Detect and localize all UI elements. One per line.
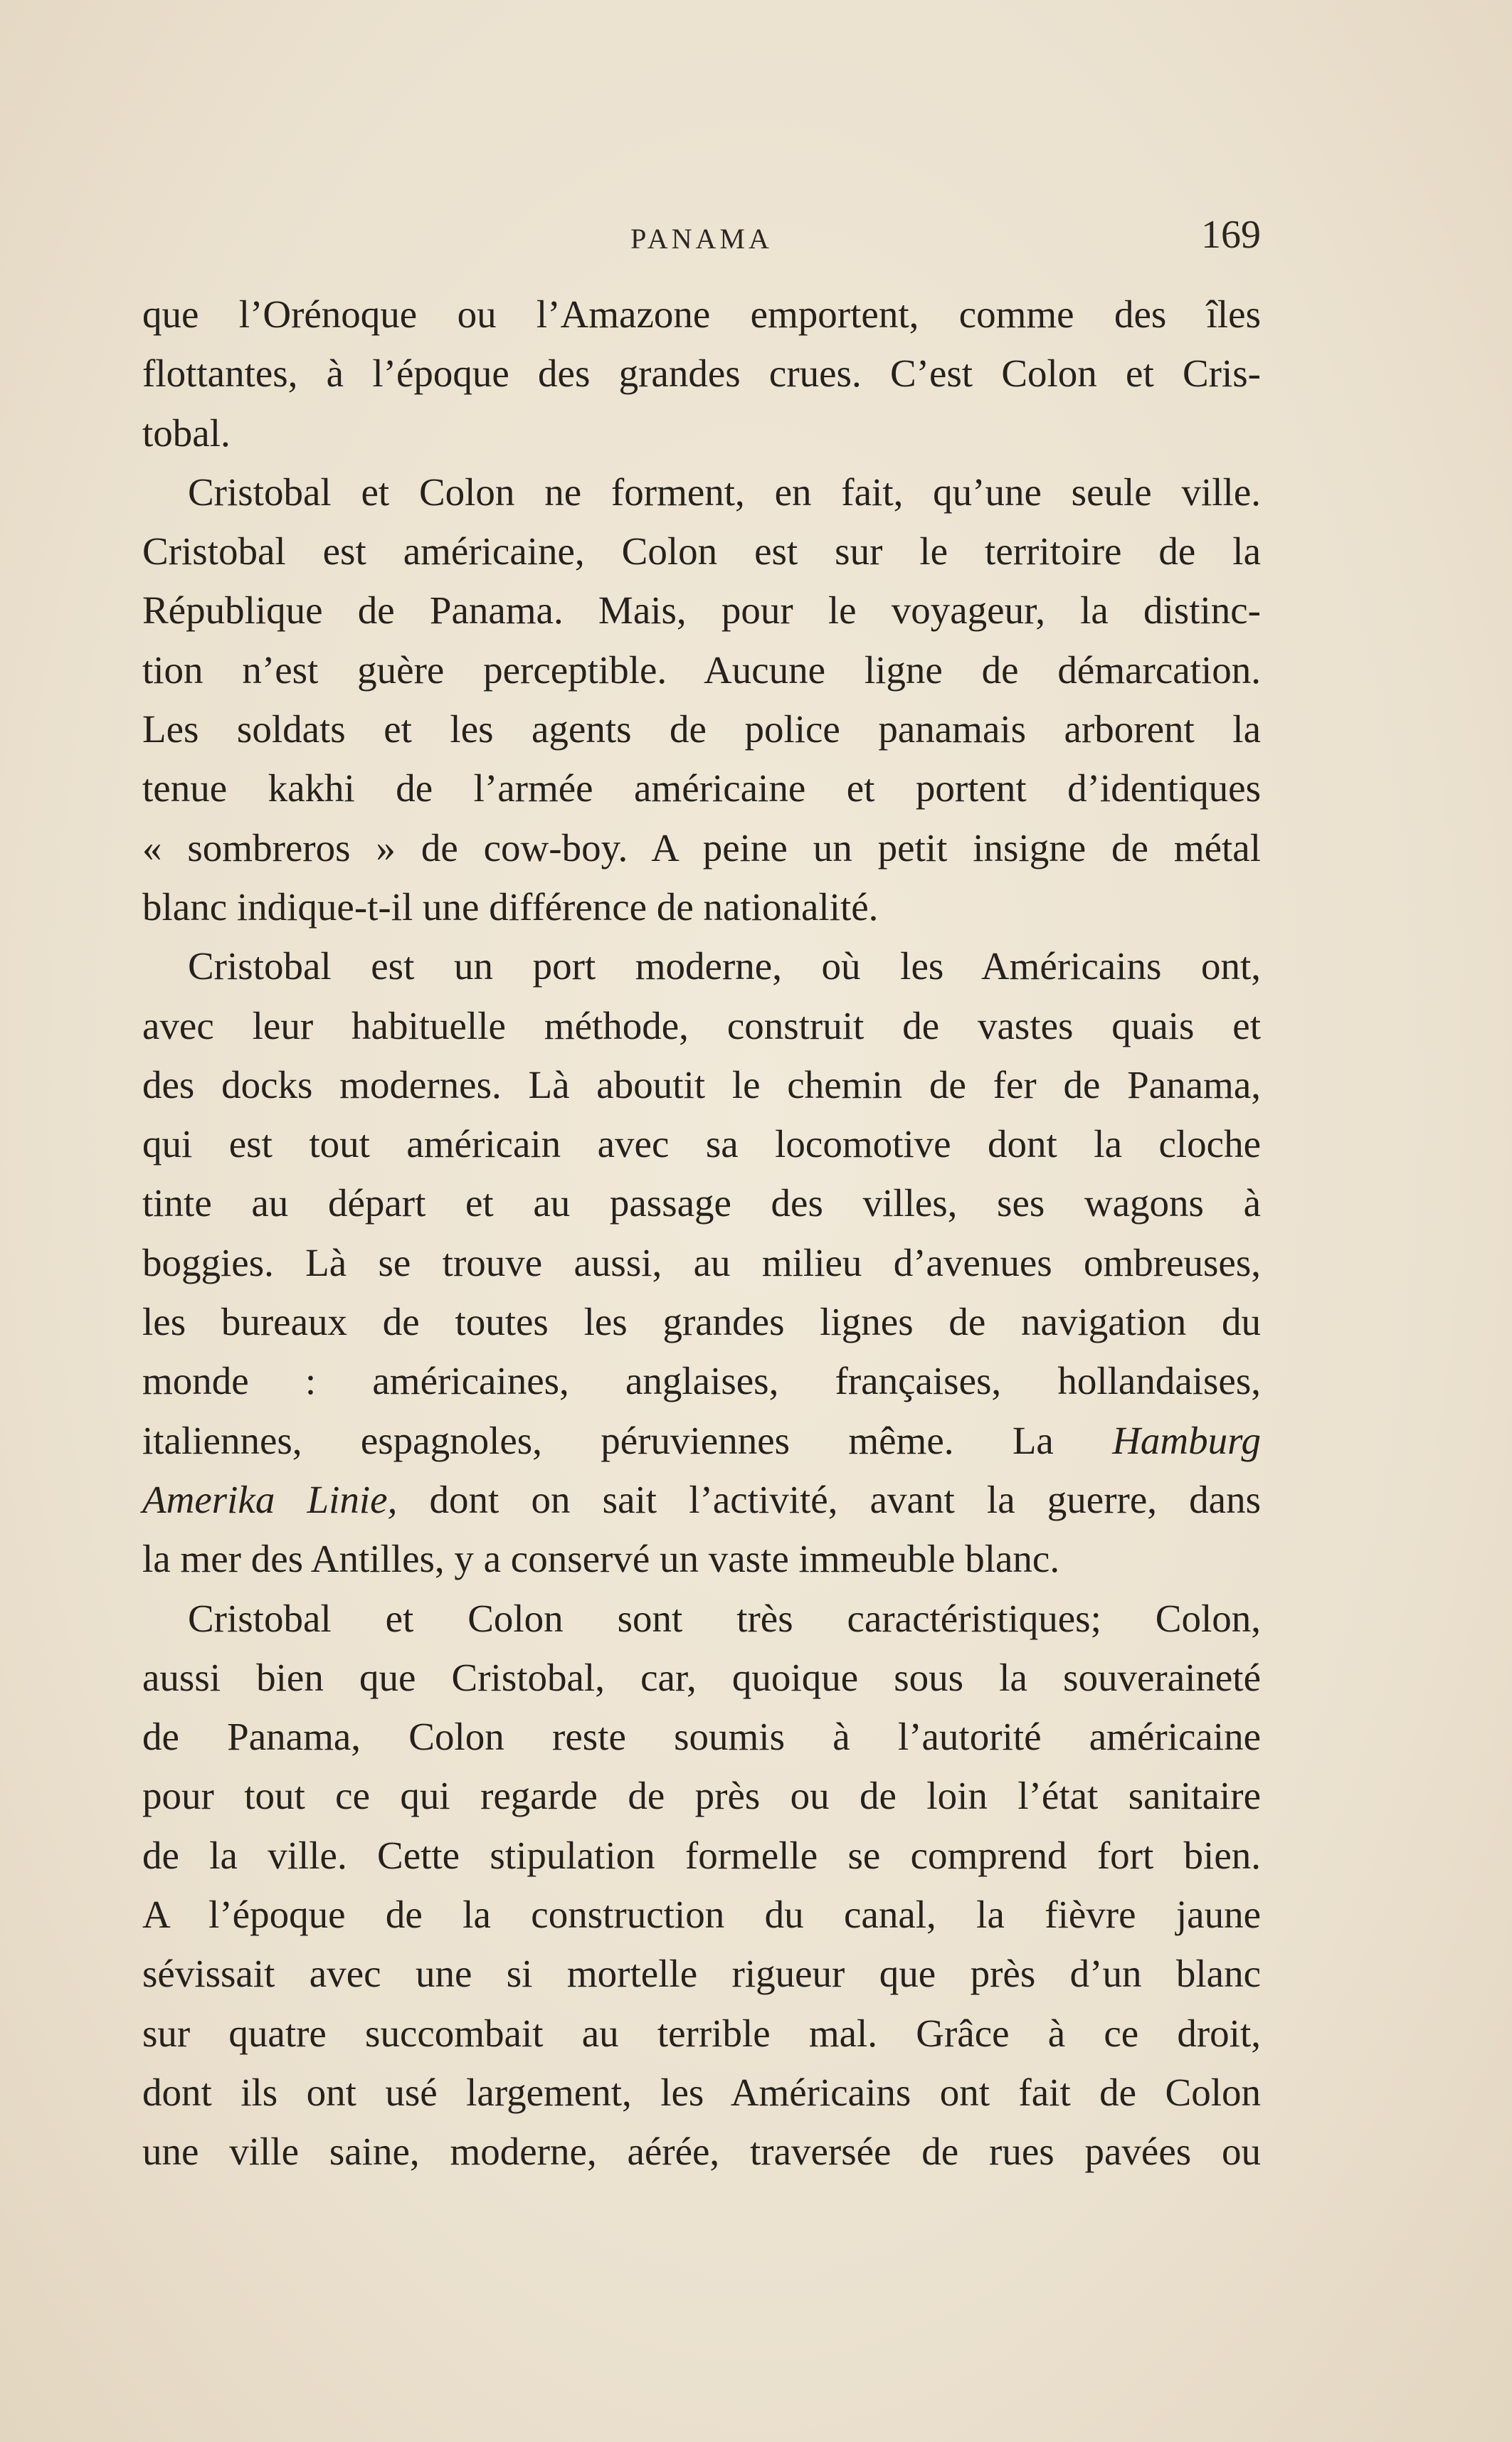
- text-line: « sombreros » de cow-boy. A peine un petit insigne de métal: [142, 825, 1261, 870]
- italic-text: Amerika Linie,: [142, 1477, 398, 1521]
- text-line: de la ville. Cette stipulation formelle se comprend fort bien.: [142, 1833, 1261, 1877]
- text-line: aussi bien que Cristobal, car, quoique sous la souveraineté: [142, 1655, 1261, 1699]
- text-line: avec leur habituelle méthode, construit de vastes quais et: [142, 1003, 1261, 1047]
- page-number: 169: [1201, 213, 1261, 257]
- text-line: Cristobal est américaine, Colon est sur le territoire de la: [142, 529, 1261, 574]
- text-line: une ville saine, moderne, aérée, traversée de rues pavées ou: [142, 2130, 1261, 2174]
- text-line: boggies. Là se trouve aussi, au milieu d’avenues ombreuses,: [142, 1240, 1261, 1284]
- text-line: que l’Orénoque ou l’Amazone emportent, comme des îles: [142, 292, 1261, 336]
- text-line: monde : américaines, anglaises, françaises, hollandaises,: [142, 1359, 1261, 1403]
- text-line: qui est tout américain avec sa locomotive dont la cloche: [142, 1122, 1261, 1166]
- text-line: de Panama, Colon reste soumis à l’autorité américaine: [142, 1715, 1261, 1759]
- text-line: A l’époque de la construction du canal, la fièvre jaune: [142, 1893, 1261, 1937]
- text-line: les bureaux de toutes les grandes lignes de navigation du: [142, 1300, 1261, 1344]
- text-line: italiennes, espagnoles, péruviennes même. La Hamburg: [142, 1418, 1261, 1462]
- text-line: blanc indique-t-il une différence de nationalité.: [142, 884, 879, 929]
- text-line: la mer des Antilles, y a conservé un vaste immeuble blanc.: [142, 1537, 1060, 1581]
- text-line: tenue kakhi de l’armée américaine et portent d’identiques: [142, 766, 1261, 810]
- text-line: Cristobal est un port moderne, où les Américains ont,: [188, 944, 1261, 988]
- body-text: [142, 285, 1261, 2182]
- text-line: tinte au départ et au passage des villes, ses wagons à: [142, 1181, 1261, 1225]
- text-line: République de Panama. Mais, pour le voyageur, la distinc-: [142, 588, 1261, 633]
- running-title: PANAMA: [630, 223, 773, 255]
- text-line: Les soldats et les agents de police panamais arborent la: [142, 707, 1261, 751]
- text-line: pour tout ce qui regarde de près ou de loin l’état sanitaire: [142, 1774, 1261, 1818]
- text-line: dont ils ont usé largement, les Américains ont fait de Colon: [142, 2070, 1261, 2114]
- text-line: sévissait avec une si mortelle rigueur que près d’un blanc: [142, 1952, 1261, 1996]
- italic-text: Hamburg: [1112, 1418, 1261, 1462]
- text-line: sur quatre succombait au terrible mal. Grâce à ce droit,: [142, 2011, 1261, 2055]
- text-line: tobal.: [142, 411, 231, 455]
- text-line: tion n’est guère perceptible. Aucune ligne de démarcation.: [142, 648, 1261, 692]
- running-head: [142, 212, 1261, 262]
- text-line: Cristobal et Colon sont très caractéristiques; Colon,: [188, 1596, 1261, 1640]
- text-line: flottantes, à l’époque des grandes crues. C’est Colon et Cris-: [142, 352, 1261, 396]
- text-line: des docks modernes. Là aboutit le chemin de fer de Panama,: [142, 1062, 1261, 1106]
- text-line: Cristobal et Colon ne forment, en fait, qu’une seule ville.: [188, 470, 1261, 514]
- text-line: Amerika Linie, dont on sait l’activité, avant la guerre, dans: [142, 1477, 1261, 1521]
